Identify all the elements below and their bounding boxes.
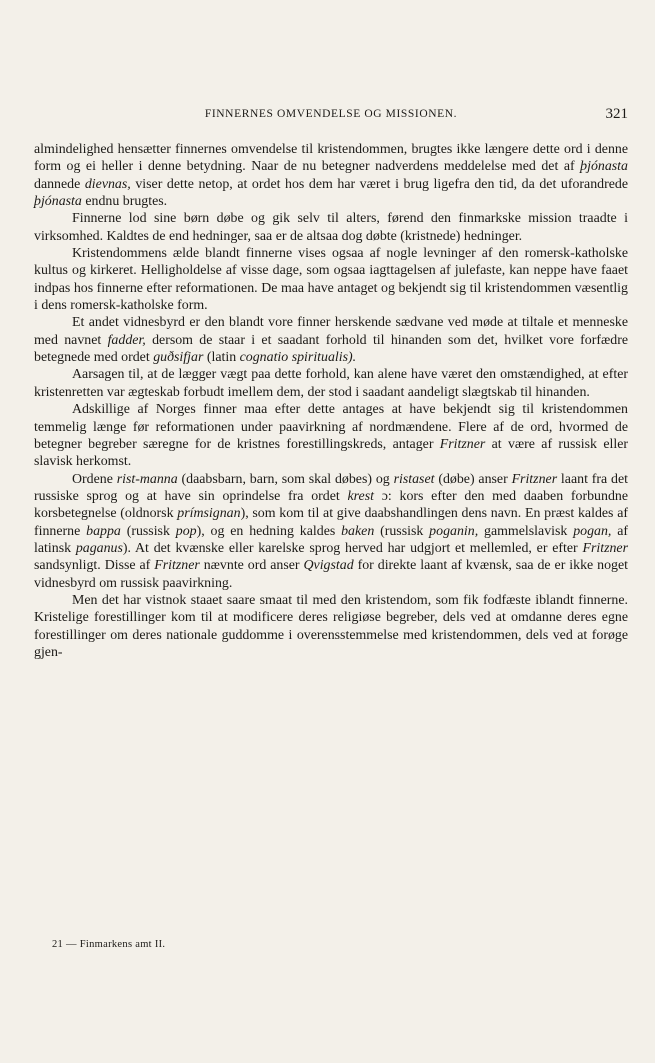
italic-term: cognatio spiritualis). <box>239 350 357 366</box>
text-run: gammelslavisk <box>478 523 574 539</box>
italic-term: krest <box>347 488 374 504</box>
text-run: almindelighed hensætter finnernes omvendelse til kristendommen, brugtes ikke længere dette ord i denne form og ei heller i denne betydning. Naar de nu betegner nadverdens meddelelse med det af <box>34 142 628 175</box>
italic-term: pogan, <box>573 523 612 539</box>
text-run: ), som kom til at give daabshandlingen dens navn. En præst kaldes af finnerne <box>34 506 628 539</box>
text-run: Et andet vidnesbyrd er den blandt vore finner herskende sædvane ved møde at tiltale et menneske med navnet <box>34 315 628 348</box>
text-run: viser dette netop, at ordet hos dem har været i brug ligefra den tid, da det uforandrede <box>130 176 628 192</box>
text-run: (døbe) anser <box>434 471 512 487</box>
italic-term: þjónasta <box>34 194 82 210</box>
text-run: at være af russisk eller slavisk herkomst. <box>34 436 628 470</box>
italic-term: fadder, <box>107 332 146 348</box>
paragraph-1 <box>34 141 628 210</box>
page-header <box>34 106 628 126</box>
paragraph-7 <box>34 471 628 592</box>
text-run: Men det har vistnok staaet saare smaat til med den kristendom, som fik fodfæste iblandt finnerne. Kristelige forestillinger kom til at modificere deres religiøse begreber, dels ved at omdanne deres egne forestillinger om deres nationale guddomme i overensstemmelse med kristendommen, dels ved at forøge gjen- <box>34 592 628 660</box>
italic-term: rist-manna <box>116 471 178 487</box>
text-run: laant fra det russiske sprog og at have sin oprindelse fra ordet <box>34 471 628 504</box>
italic-term: Fritzner <box>511 471 558 487</box>
text-run: ɔ: kors efter den med daaben forbundne korsbetegnelse (oldnorsk <box>34 488 628 522</box>
running-title: FINNERNES OMVENDELSE OG MISSIONEN. <box>204 108 458 120</box>
text-run: Finnerne lod sine børn døbe og gik selv til alters, førend den finmarkske mission traadte i virksomhed. Kaldtes de end hedninger, saa er de altsaa dog døbte (kristnede) hedninger. <box>34 211 628 244</box>
paragraph-2 <box>34 210 628 245</box>
text-run: (latin <box>203 350 240 366</box>
text-run: Adskillige af Norges finner maa efter dette antages at have bekjendt sig til kristendommen temmelig længe før reformationen under paavirkning af nordmændene. Flere af de ord, hvormed de betegner begreber særegne for de kristnes forestillingskreds, antager <box>34 402 628 452</box>
italic-term: Fritzner <box>582 540 628 556</box>
italic-term: Fritzner <box>439 436 486 452</box>
italic-term: Fritzner <box>154 558 200 574</box>
text-run: ), og en hedning kaldes <box>196 523 342 539</box>
paragraph-8 <box>34 592 628 661</box>
paragraph-4 <box>34 314 628 366</box>
text-run: ). At det kvænske eller karelske sprog herved har udgjort et mellemled, er efter <box>122 540 583 556</box>
text-run: Aarsagen til, at de lægger vægt paa dette forhold, kan alene have været den omstændighed, at efter kristenretten var ægteskab forbudt imellem dem, der stod i saadant aandeligt slægtskab til hinanden. <box>34 367 628 400</box>
italic-term: Qvigstad <box>303 558 354 574</box>
text-run: af latinsk <box>34 523 629 556</box>
text-run: Kristendommens ælde blandt finnerne vises ogsaa af nogle levninger af den romersk-katholske kultus og kirkeret. Helligholdelse af visse dage, som ogsaa iagttagelsen af julefaste, kan neppe have faaet indpas hos finnerne efter reformationen. De maa have antaget og bekjendt sig til kristendommen væsentlig i dens romersk-katholske form. <box>34 246 628 314</box>
italic-term: ristaset <box>393 471 435 487</box>
body-text <box>34 141 628 661</box>
italic-term: paganus <box>75 540 123 556</box>
italic-term: poganin, <box>429 523 479 539</box>
italic-term: pop <box>175 523 197 539</box>
italic-term: prímsignan <box>177 506 241 522</box>
text-run: nævnte ord anser <box>199 558 304 574</box>
text-run: endnu brugtes. <box>81 194 168 210</box>
text-run: Ordene <box>72 471 117 487</box>
italic-term: þjónasta <box>580 159 628 175</box>
signature-line: 21 — Finmarkens amt II. <box>52 939 166 950</box>
text-run: (daabsbarn, barn, som skal døbes) og <box>177 471 394 487</box>
text-run: sandsynligt. Disse af <box>34 558 155 574</box>
paragraph-3 <box>34 245 628 314</box>
text-run: (russisk <box>120 523 176 539</box>
paragraph-6 <box>34 401 628 470</box>
paragraph-5 <box>34 366 628 401</box>
italic-term: guðsifjar <box>153 350 204 366</box>
page-number: 321 <box>605 106 628 122</box>
italic-term: dievnas, <box>84 176 131 192</box>
italic-term: baken <box>341 523 375 539</box>
text-run: dersom de staar i et saadant forhold til hinanden som det, hvilket vore forfædre betegnede med ordet <box>34 332 628 366</box>
text-run: for direkte laant af kvænsk, saa de er ikke noget vidnesbyrd om russisk paavirkning. <box>34 558 628 591</box>
text-run: dannede <box>34 176 85 192</box>
italic-term: bappa <box>86 523 121 539</box>
text-run: (russisk <box>374 523 430 539</box>
